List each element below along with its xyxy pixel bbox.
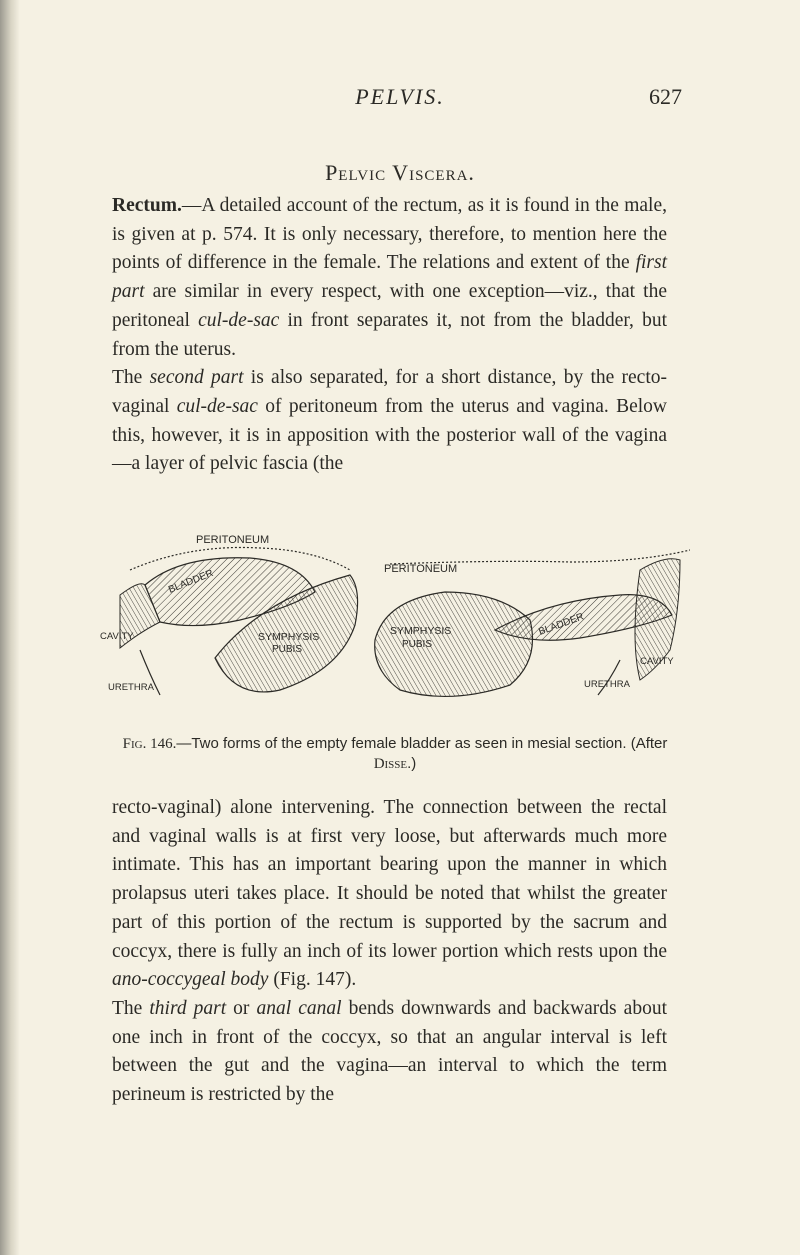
left-diagram [100, 534, 358, 695]
page-header [0, 84, 800, 114]
text-span: —A detailed account of the rectum, as it is found in the male, is given at p. 574. It is only necessary, therefore, to mention here the points of difference in the female. The relations and extent of the [112, 195, 667, 274]
text-span: in front separates it, not from the bladder, but from the uterus. [112, 309, 667, 360]
text-span: recto-vaginal) alone intervening. The connection between the rectal and vaginal walls is at first very loose, but afterwards much more intimate. This has an important bearing upon the manner in which prolapsus uteri takes place. It should be noted that whilst the greater part of this portion of the rectum is supported by the sacrum and coccyx, there is fully an inch of its lower portion which rests upon the [112, 797, 667, 962]
right-label-peritoneum: PERITONEUM [384, 563, 458, 575]
paragraph-second-part [112, 364, 667, 479]
italic-term: cul-de-sac [176, 395, 258, 417]
section-title: Pelvic Viscera. [325, 160, 475, 185]
book-binding-edge [0, 0, 20, 1255]
left-label-peritoneum: PERITONEUM [196, 534, 270, 546]
text-span: of peritoneum from the uterus and vagina. Below this, however, it is in apposition with the posterior wall of the vagina—a layer of pelvic fascia (the [112, 395, 667, 475]
page-number: 627 [649, 84, 682, 109]
paragraph-third-part [112, 995, 667, 1110]
paragraph-lead: Rectum. [112, 195, 182, 216]
figure-146 [100, 530, 690, 770]
figure-caption [100, 734, 690, 774]
caption-end: .) [407, 755, 417, 772]
right-symphysis-shape [375, 592, 533, 696]
text-span: (Fig. 147). [268, 969, 357, 991]
text-span: bends downwards and backwards about one inch in front of the coccyx, so that an angular interval is left between the gut and the vagina—an interval to which the term perineum is restricted by the [112, 997, 668, 1106]
left-label-symphysis: SYMPHYSIS [258, 631, 320, 643]
left-label-pubis: PUBIS [272, 644, 303, 655]
left-label-cavity: CAVITY [100, 631, 134, 642]
right-label-urethra: URETHRA [584, 679, 630, 690]
text-span: The [112, 367, 150, 389]
running-head: PELVIS. [355, 84, 445, 109]
italic-term: first part [112, 252, 667, 303]
text-block-upper [112, 192, 667, 479]
paragraph-rectum [112, 192, 667, 364]
right-label-pubis: PUBIS [402, 639, 433, 650]
right-label-cavity: CAVITY [640, 656, 674, 667]
text-span: The [112, 997, 150, 1019]
caption-author: Disse [373, 756, 408, 772]
right-diagram [375, 550, 690, 696]
right-label-bladder: BLADDER [537, 611, 586, 638]
italic-term: anal canal [256, 997, 342, 1019]
caption-figure-number: Fig. 146. [122, 736, 177, 752]
text-span: are similar in every respect, with one exception—viz., that the peritoneal [112, 281, 667, 331]
paragraph-recto-vaginal [112, 794, 667, 995]
right-peritoneum-line [390, 550, 690, 564]
caption-text: —Two forms of the empty female bladder as seen in mesial section. (After [176, 735, 668, 752]
text-span: or [226, 997, 257, 1019]
italic-term: second part [149, 367, 244, 389]
italic-term: third part [149, 997, 227, 1019]
text-span: is also separated, for a short distance, by the recto-vaginal [112, 367, 668, 417]
text-block-lower [112, 794, 667, 1110]
right-label-symphysis: SYMPHYSIS [390, 625, 452, 637]
italic-term: ano-coccygeal body [112, 969, 269, 991]
left-label-bladder: BLADDER [167, 567, 215, 596]
italic-term: cul-de-sac [198, 309, 280, 331]
left-label-urethra: URETHRA [108, 682, 154, 693]
bladder-diagram [100, 530, 690, 730]
